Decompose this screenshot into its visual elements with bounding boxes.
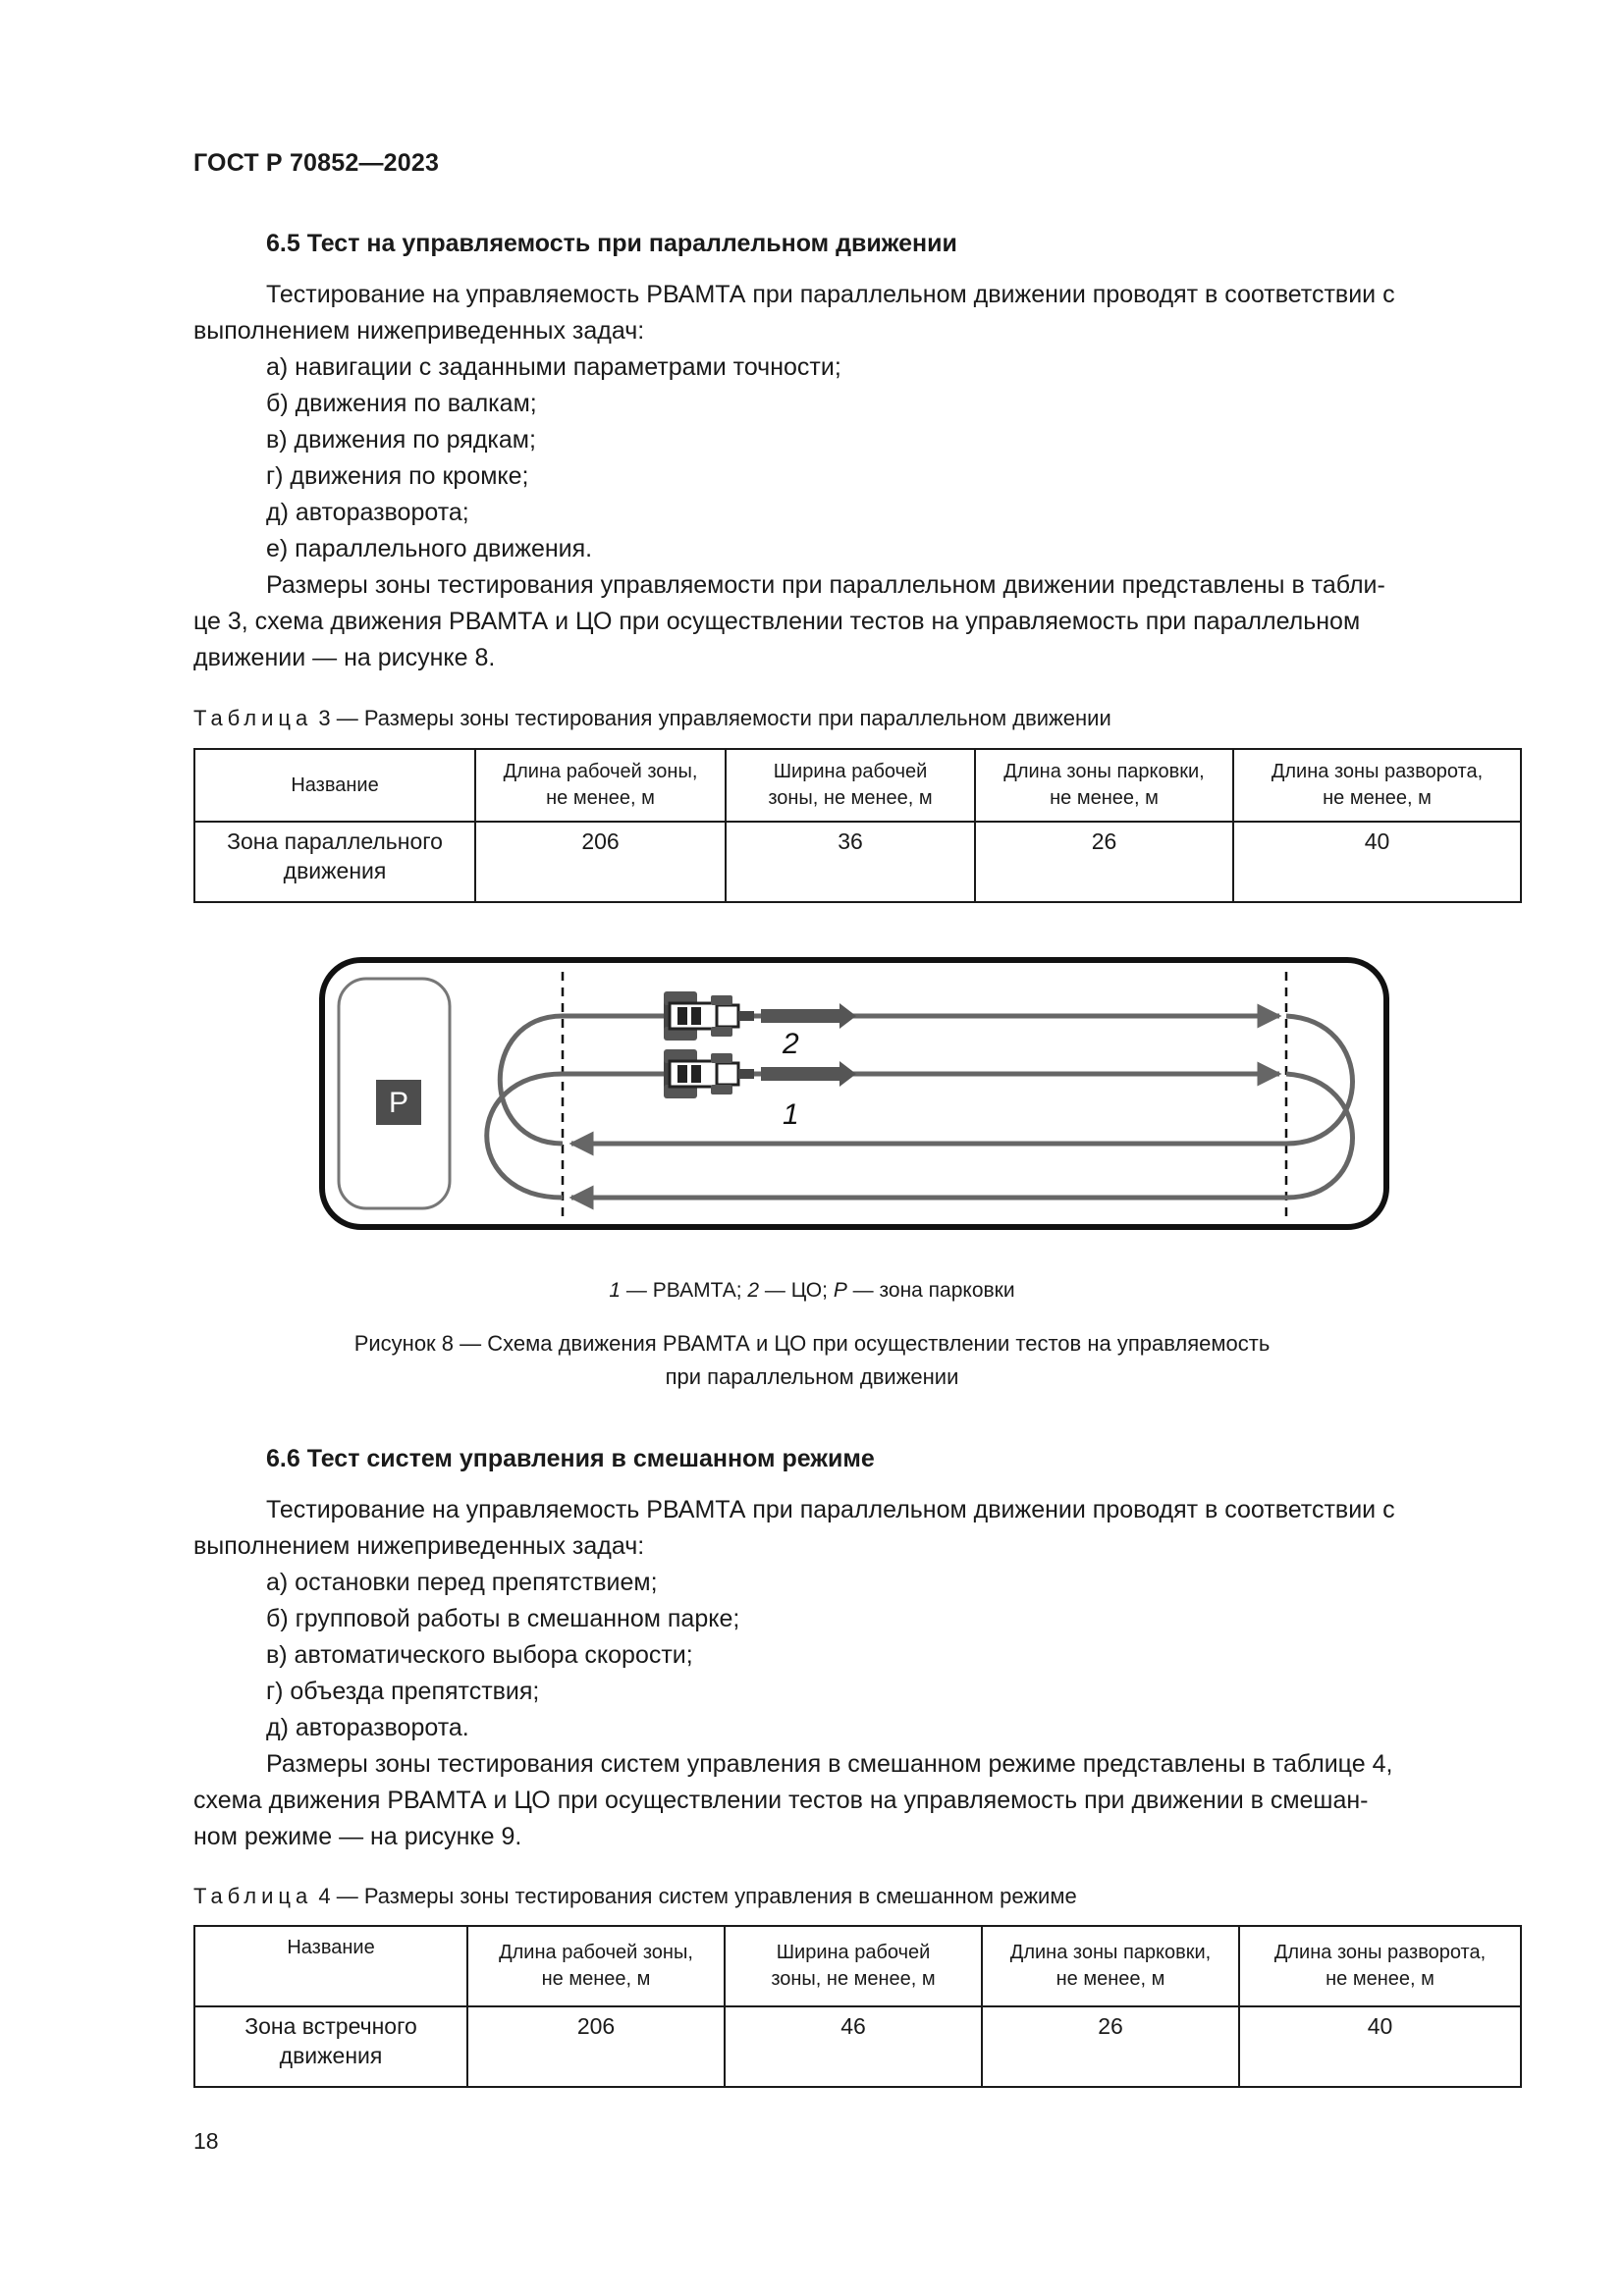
- table-cell-name: Зона встречного движения: [194, 2006, 467, 2087]
- table-cell: 206: [475, 822, 726, 902]
- figure-8-legend: 1 — РВАМТА; 2 — ЦО; P — зона парковки: [609, 1279, 1015, 1302]
- table-header-cell: Длина рабочей зоны, не менее, м: [467, 1926, 725, 2006]
- table-cell: 206: [467, 2006, 725, 2087]
- figure-8-caption: [0, 1327, 1624, 1394]
- figure-8-caption-line-1: Рисунок 8 — Схема движения РВАМТА и ЦО при осуществлении тестов на управляемость: [353, 1331, 1271, 1356]
- section-6-6-ref-line-1: Размеры зоны тестирования систем управления в смешанном режиме представлены в таблице 4,: [266, 1750, 1393, 1778]
- table-header-row: [194, 1926, 1521, 2006]
- table-4-caption-word: Таблица: [193, 1884, 313, 1908]
- list-item: в) движения по рядкам;: [266, 426, 536, 454]
- legend-p: P: [833, 1279, 847, 1302]
- list-item: а) остановки перед препятствием;: [266, 1569, 658, 1596]
- table-cell: 26: [975, 822, 1233, 902]
- table-cell: 36: [726, 822, 975, 902]
- document-code: ГОСТ Р 70852—2023: [193, 149, 440, 177]
- tractor-icon: [664, 1049, 754, 1098]
- section-6-5-title: 6.5 Тест на управляемость при параллельном движении: [266, 230, 957, 257]
- table-3-caption-word: Таблица: [193, 706, 313, 730]
- table-cell: 46: [725, 2006, 982, 2087]
- vehicle-1-number: 1: [783, 1098, 799, 1131]
- table-row: [194, 822, 1521, 902]
- list-item: д) авторазворота;: [266, 499, 469, 526]
- figure-8-diagram: [314, 952, 1404, 1247]
- section-6-5-intro-line-1: Тестирование на управляемость РВАМТА при параллельном движении проводят в соответствии с: [266, 281, 1395, 308]
- table-cell: 40: [1239, 2006, 1521, 2087]
- vehicle-2-arrow-icon: [761, 1003, 856, 1029]
- section-6-5-ref-line-2: це 3, схема движения РВАМТА и ЦО при осуществлении тестов на управляемость при параллельном: [193, 608, 1361, 635]
- table-3-caption: [193, 706, 1111, 731]
- table-cell: 40: [1233, 822, 1521, 902]
- list-item: г) объезда препятствия;: [266, 1678, 540, 1705]
- table-header-cell: Название: [194, 749, 475, 822]
- section-6-5-intro-line-2: выполнением нижеприведенных задач:: [193, 317, 645, 345]
- section-6-6-ref-line-3: ном режиме — на рисунке 9.: [193, 1823, 522, 1850]
- table-header-cell: Длина зоны разворота, не менее, м: [1233, 749, 1521, 822]
- track-turn-left-inner: [487, 1074, 563, 1198]
- table-header-cell: Длина зоны разворота, не менее, м: [1239, 1926, 1521, 2006]
- table-4-caption: [193, 1884, 1077, 1909]
- legend-num-1: 1: [609, 1279, 622, 1302]
- list-item: б) групповой работы в смешанном парке;: [266, 1605, 740, 1632]
- table-header-cell: Длина зоны парковки, не менее, м: [982, 1926, 1239, 2006]
- page-number: 18: [193, 2128, 219, 2154]
- section-6-5-ref-line-1: Размеры зоны тестирования управляемости при параллельном движении представлены в табли-: [266, 571, 1385, 599]
- table-header-row: [194, 749, 1521, 822]
- section-6-6-title: 6.6 Тест систем управления в смешанном режиме: [266, 1445, 875, 1472]
- section-6-5-ref-line-3: движении — на рисунке 8.: [193, 644, 496, 671]
- tractor-icon: [664, 991, 754, 1041]
- table-row: [194, 2006, 1521, 2087]
- section-6-6-intro-line-2: выполнением нижеприведенных задач:: [193, 1532, 645, 1560]
- legend-num-2: 2: [747, 1279, 760, 1302]
- table-4: [193, 1925, 1522, 2088]
- section-6-6-ref-line-2: схема движения РВАМТА и ЦО при осуществлении тестов на управляемость при движении в смешан-: [193, 1787, 1369, 1814]
- section-6-6-intro-line-1: Тестирование на управляемость РВАМТА при параллельном движении проводят в соответствии с: [266, 1496, 1395, 1523]
- table-cell: 26: [982, 2006, 1239, 2087]
- list-item: в) автоматического выбора скорости;: [266, 1641, 693, 1669]
- table-4-caption-text: 4 — Размеры зоны тестирования систем управления в смешанном режиме: [318, 1884, 1077, 1908]
- list-item: а) навигации с заданными параметрами точности;: [266, 353, 841, 381]
- table-header-cell: Название: [194, 1926, 467, 2006]
- table-header-cell: Ширина рабочей зоны, не менее, м: [726, 749, 975, 822]
- table-3-caption-text: 3 — Размеры зоны тестирования управляемости при параллельном движении: [318, 706, 1111, 730]
- table-cell-name: Зона параллельного движения: [194, 822, 475, 902]
- vehicle-1-arrow-icon: [761, 1061, 856, 1087]
- test-zone-frame: [322, 960, 1386, 1227]
- list-item: е) параллельного движения.: [266, 535, 593, 562]
- list-item: г) движения по кромке;: [266, 462, 529, 490]
- table-3: [193, 748, 1522, 903]
- list-item: д) авторазворота.: [266, 1714, 469, 1741]
- list-item: б) движения по валкам;: [266, 390, 537, 417]
- table-header-cell: Длина зоны парковки, не менее, м: [975, 749, 1233, 822]
- table-header-cell: Ширина рабочей зоны, не менее, м: [725, 1926, 982, 2006]
- vehicle-2-number: 2: [783, 1028, 799, 1060]
- table-header-cell: Длина рабочей зоны, не менее, м: [475, 749, 726, 822]
- parking-label: P: [388, 1087, 409, 1119]
- figure-8-caption-line-2: при параллельном движении: [665, 1364, 959, 1389]
